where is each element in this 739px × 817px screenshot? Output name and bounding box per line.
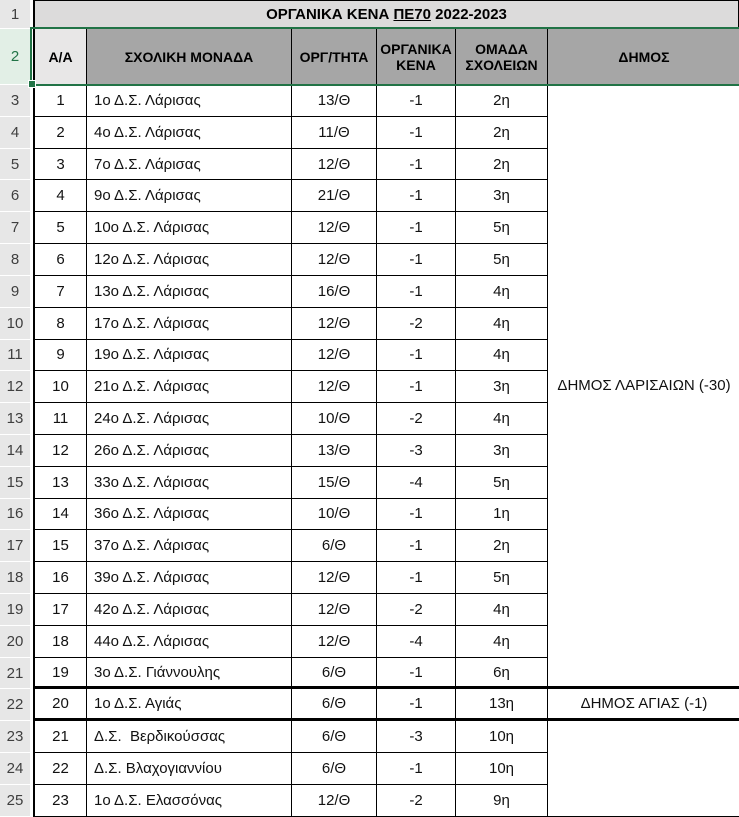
cell-omada[interactable]: 2η <box>456 530 548 562</box>
cell-omada[interactable]: 2η <box>456 149 548 181</box>
cell-org-size[interactable]: 12/Θ <box>292 308 377 340</box>
cell-organika-kena[interactable]: -1 <box>377 212 456 244</box>
row-number[interactable]: 22 <box>0 689 30 721</box>
cell-school[interactable]: 26ο Δ.Σ. Λάρισας <box>87 435 292 467</box>
cell-organika-kena[interactable]: -1 <box>377 371 456 403</box>
cell-organika-kena[interactable]: -1 <box>377 689 456 721</box>
cell-org-size[interactable]: 12/Θ <box>292 785 377 817</box>
cell-school[interactable]: 17ο Δ.Σ. Λάρισας <box>87 308 292 340</box>
cell-org-size[interactable]: 12/Θ <box>292 149 377 181</box>
cell-omada[interactable]: 5η <box>456 244 548 276</box>
cell-aa[interactable]: 17 <box>35 594 87 626</box>
column-header-kena[interactable]: ΟΡΓΑΝΙΚΑ ΚΕΝΑ <box>377 29 456 85</box>
cell-organika-kena[interactable]: -4 <box>377 626 456 658</box>
cell-omada[interactable]: 3η <box>456 371 548 403</box>
column-header-omada[interactable]: ΟΜΑΔΑ ΣΧΟΛΕΙΩΝ <box>456 29 548 85</box>
table <box>33 0 739 817</box>
cell-org-size[interactable]: 12/Θ <box>292 562 377 594</box>
row-number[interactable]: 21 <box>0 658 30 690</box>
cell-school[interactable]: Δ.Σ. Βερδικούσσας <box>87 721 292 753</box>
cell-org-size[interactable]: 6/Θ <box>292 753 377 785</box>
cell-aa[interactable]: 4 <box>35 180 87 212</box>
cell-school[interactable]: 21ο Δ.Σ. Λάρισας <box>87 371 292 403</box>
cell-org-size[interactable]: 12/Θ <box>292 626 377 658</box>
row-number[interactable]: 14 <box>0 435 30 467</box>
cell-omada[interactable]: 4η <box>456 626 548 658</box>
cell-omada[interactable]: 10η <box>456 753 548 785</box>
row-number[interactable]: 10 <box>0 308 30 340</box>
cell-school[interactable]: 13ο Δ.Σ. Λάρισας <box>87 276 292 308</box>
column-header-dimos[interactable]: ΔΗΜΟΣ <box>548 29 739 85</box>
cell-omada[interactable]: 4η <box>456 594 548 626</box>
cell-school[interactable]: 12ο Δ.Σ. Λάρισας <box>87 244 292 276</box>
cell-omada[interactable]: 13η <box>456 689 548 721</box>
cell-aa[interactable]: 3 <box>35 149 87 181</box>
cell-omada[interactable]: 3η <box>456 435 548 467</box>
cell-organika-kena[interactable]: -1 <box>377 658 456 690</box>
cell-school[interactable]: 19ο Δ.Σ. Λάρισας <box>87 340 292 372</box>
cell-school[interactable]: 7ο Δ.Σ. Λάρισας <box>87 149 292 181</box>
row-number[interactable]: 20 <box>0 626 30 658</box>
cell-omada[interactable]: 6η <box>456 658 548 690</box>
cell-aa[interactable]: 19 <box>35 658 87 690</box>
row-number[interactable]: 5 <box>0 149 30 181</box>
cell-school[interactable]: 10ο Δ.Σ. Λάρισας <box>87 212 292 244</box>
dimos-merged-cell[interactable] <box>548 721 739 816</box>
cell-aa[interactable]: 8 <box>35 308 87 340</box>
cell-aa[interactable]: 6 <box>35 244 87 276</box>
cell-school[interactable]: 33ο Δ.Σ. Λάρισας <box>87 467 292 499</box>
row-number[interactable]: 11 <box>0 340 30 372</box>
row-number[interactable]: 12 <box>0 371 30 403</box>
cell-school[interactable]: 39ο Δ.Σ. Λάρισας <box>87 562 292 594</box>
cell-aa[interactable]: 2 <box>35 117 87 149</box>
column-header-school[interactable]: ΣΧΟΛΙΚΗ ΜΟΝΑΔΑ <box>87 29 292 85</box>
cell-omada[interactable]: 3η <box>456 180 548 212</box>
data-grid <box>33 85 739 817</box>
cell-school[interactable]: 1ο Δ.Σ. Ελασσόνας <box>87 785 292 817</box>
cell-omada[interactable]: 5η <box>456 562 548 594</box>
title-text-prefix: ΟΡΓΑΝΙΚΑ ΚΕΝΑ <box>266 6 394 23</box>
row-number[interactable]: 13 <box>0 403 30 435</box>
cell-organika-kena[interactable]: -2 <box>377 403 456 435</box>
row-number[interactable]: 19 <box>0 594 30 626</box>
cell-org-size[interactable]: 12/Θ <box>292 212 377 244</box>
cell-omada[interactable]: 5η <box>456 212 548 244</box>
cell-organika-kena[interactable]: -2 <box>377 308 456 340</box>
cell-omada[interactable]: 2η <box>456 117 548 149</box>
cell-school[interactable]: 44ο Δ.Σ. Λάρισας <box>87 626 292 658</box>
row-number[interactable]: 24 <box>0 753 30 785</box>
cell-organika-kena[interactable]: -1 <box>377 530 456 562</box>
row-number[interactable]: 25 <box>0 785 30 817</box>
cell-school[interactable]: 3ο Δ.Σ. Γιάννουλης <box>87 658 292 690</box>
row-number[interactable]: 3 <box>0 85 30 117</box>
cell-school[interactable]: 42ο Δ.Σ. Λάρισας <box>87 594 292 626</box>
row-number[interactable]: 2 <box>0 29 30 85</box>
row-number[interactable]: 7 <box>0 212 30 244</box>
row-number[interactable]: 6 <box>0 180 30 212</box>
title-text-suffix: 2022-2023 <box>431 6 507 23</box>
cell-org-size[interactable]: 6/Θ <box>292 721 377 753</box>
cell-aa[interactable]: 7 <box>35 276 87 308</box>
column-header-row <box>33 29 739 85</box>
cell-omada[interactable]: 4η <box>456 340 548 372</box>
row-number[interactable]: 23 <box>0 721 30 753</box>
cell-school[interactable]: 1ο Δ.Σ. Λάρισας <box>87 85 292 117</box>
cell-omada[interactable]: 4η <box>456 308 548 340</box>
cell-org-size[interactable]: 12/Θ <box>292 340 377 372</box>
cell-organika-kena[interactable]: -1 <box>377 499 456 531</box>
cell-organika-kena[interactable]: -1 <box>377 117 456 149</box>
title-text-underlined: ΠΕ70 <box>393 6 431 23</box>
row-number[interactable]: 4 <box>0 117 30 149</box>
cell-org-size[interactable]: 13/Θ <box>292 85 377 117</box>
cell-organika-kena[interactable]: -1 <box>377 340 456 372</box>
cell-organika-kena[interactable]: -4 <box>377 467 456 499</box>
cell-organika-kena[interactable]: -2 <box>377 785 456 817</box>
cell-aa[interactable]: 16 <box>35 562 87 594</box>
column-header-org[interactable]: ΟΡΓ/ΤΗΤΑ <box>292 29 377 85</box>
cell-org-size[interactable]: 12/Θ <box>292 371 377 403</box>
cell-organika-kena[interactable]: -1 <box>377 276 456 308</box>
cell-omada[interactable]: 9η <box>456 785 548 817</box>
cell-aa[interactable]: 15 <box>35 530 87 562</box>
cell-aa[interactable]: 18 <box>35 626 87 658</box>
cell-school[interactable]: 24ο Δ.Σ. Λάρισας <box>87 403 292 435</box>
cell-school[interactable]: 36ο Δ.Σ. Λάρισας <box>87 499 292 531</box>
cell-aa[interactable]: 10 <box>35 371 87 403</box>
column-header-aa[interactable]: Α/Α <box>35 29 87 85</box>
cell-org-size[interactable]: 10/Θ <box>292 403 377 435</box>
cell-school[interactable]: 4ο Δ.Σ. Λάρισας <box>87 117 292 149</box>
cell-org-size[interactable]: 6/Θ <box>292 689 377 721</box>
cell-organika-kena[interactable]: -3 <box>377 435 456 467</box>
cell-org-size[interactable]: 16/Θ <box>292 276 377 308</box>
row-number[interactable]: 15 <box>0 467 30 499</box>
cell-aa[interactable]: 5 <box>35 212 87 244</box>
cell-omada[interactable]: 1η <box>456 499 548 531</box>
dimos-merged-cell[interactable]: ΔΗΜΟΣ ΛΑΡΙΣΑΙΩΝ (-30) <box>548 85 739 689</box>
cell-organika-kena[interactable]: -1 <box>377 149 456 181</box>
row-number[interactable]: 18 <box>0 562 30 594</box>
cell-omada[interactable]: 4η <box>456 403 548 435</box>
cell-organika-kena[interactable]: -1 <box>377 85 456 117</box>
cell-aa[interactable]: 14 <box>35 499 87 531</box>
row-number-gutter <box>0 0 30 817</box>
fill-handle[interactable] <box>28 80 36 88</box>
row-number[interactable]: 8 <box>0 244 30 276</box>
cell-org-size[interactable]: 13/Θ <box>292 435 377 467</box>
cell-aa[interactable]: 23 <box>35 785 87 817</box>
cell-aa[interactable]: 22 <box>35 753 87 785</box>
cell-org-size[interactable]: 21/Θ <box>292 180 377 212</box>
cell-aa[interactable]: 9 <box>35 340 87 372</box>
cell-org-size[interactable]: 12/Θ <box>292 594 377 626</box>
cell-organika-kena[interactable]: -1 <box>377 562 456 594</box>
row-number[interactable]: 17 <box>0 530 30 562</box>
cell-omada[interactable]: 10η <box>456 721 548 753</box>
row-number[interactable]: 1 <box>0 0 30 29</box>
cell-org-size[interactable]: 15/Θ <box>292 467 377 499</box>
cell-org-size[interactable]: 10/Θ <box>292 499 377 531</box>
cell-org-size[interactable]: 12/Θ <box>292 244 377 276</box>
cell-omada[interactable]: 5η <box>456 467 548 499</box>
title-cell[interactable] <box>33 0 739 29</box>
cell-org-size[interactable]: 11/Θ <box>292 117 377 149</box>
cell-omada[interactable]: 4η <box>456 276 548 308</box>
cell-organika-kena[interactable]: -1 <box>377 180 456 212</box>
cell-aa[interactable]: 1 <box>35 85 87 117</box>
cell-aa[interactable]: 13 <box>35 467 87 499</box>
cell-aa[interactable]: 21 <box>35 721 87 753</box>
dimos-merged-cell[interactable]: ΔΗΜΟΣ ΑΓΙΑΣ (-1) <box>548 689 739 721</box>
row-number[interactable]: 9 <box>0 276 30 308</box>
cell-omada[interactable]: 2η <box>456 85 548 117</box>
cell-aa[interactable]: 20 <box>35 689 87 721</box>
cell-organika-kena[interactable]: -2 <box>377 594 456 626</box>
cell-organika-kena[interactable]: -1 <box>377 244 456 276</box>
cell-school[interactable]: 9ο Δ.Σ. Λάρισας <box>87 180 292 212</box>
cell-organika-kena[interactable]: -1 <box>377 753 456 785</box>
cell-org-size[interactable]: 6/Θ <box>292 530 377 562</box>
cell-aa[interactable]: 11 <box>35 403 87 435</box>
cell-org-size[interactable]: 6/Θ <box>292 658 377 690</box>
cell-school[interactable]: 37ο Δ.Σ. Λάρισας <box>87 530 292 562</box>
cell-aa[interactable]: 12 <box>35 435 87 467</box>
cell-school[interactable]: 1ο Δ.Σ. Αγιάς <box>87 689 292 721</box>
cell-organika-kena[interactable]: -3 <box>377 721 456 753</box>
row-number[interactable]: 16 <box>0 499 30 531</box>
cell-school[interactable]: Δ.Σ. Βλαχογιαννίου <box>87 753 292 785</box>
